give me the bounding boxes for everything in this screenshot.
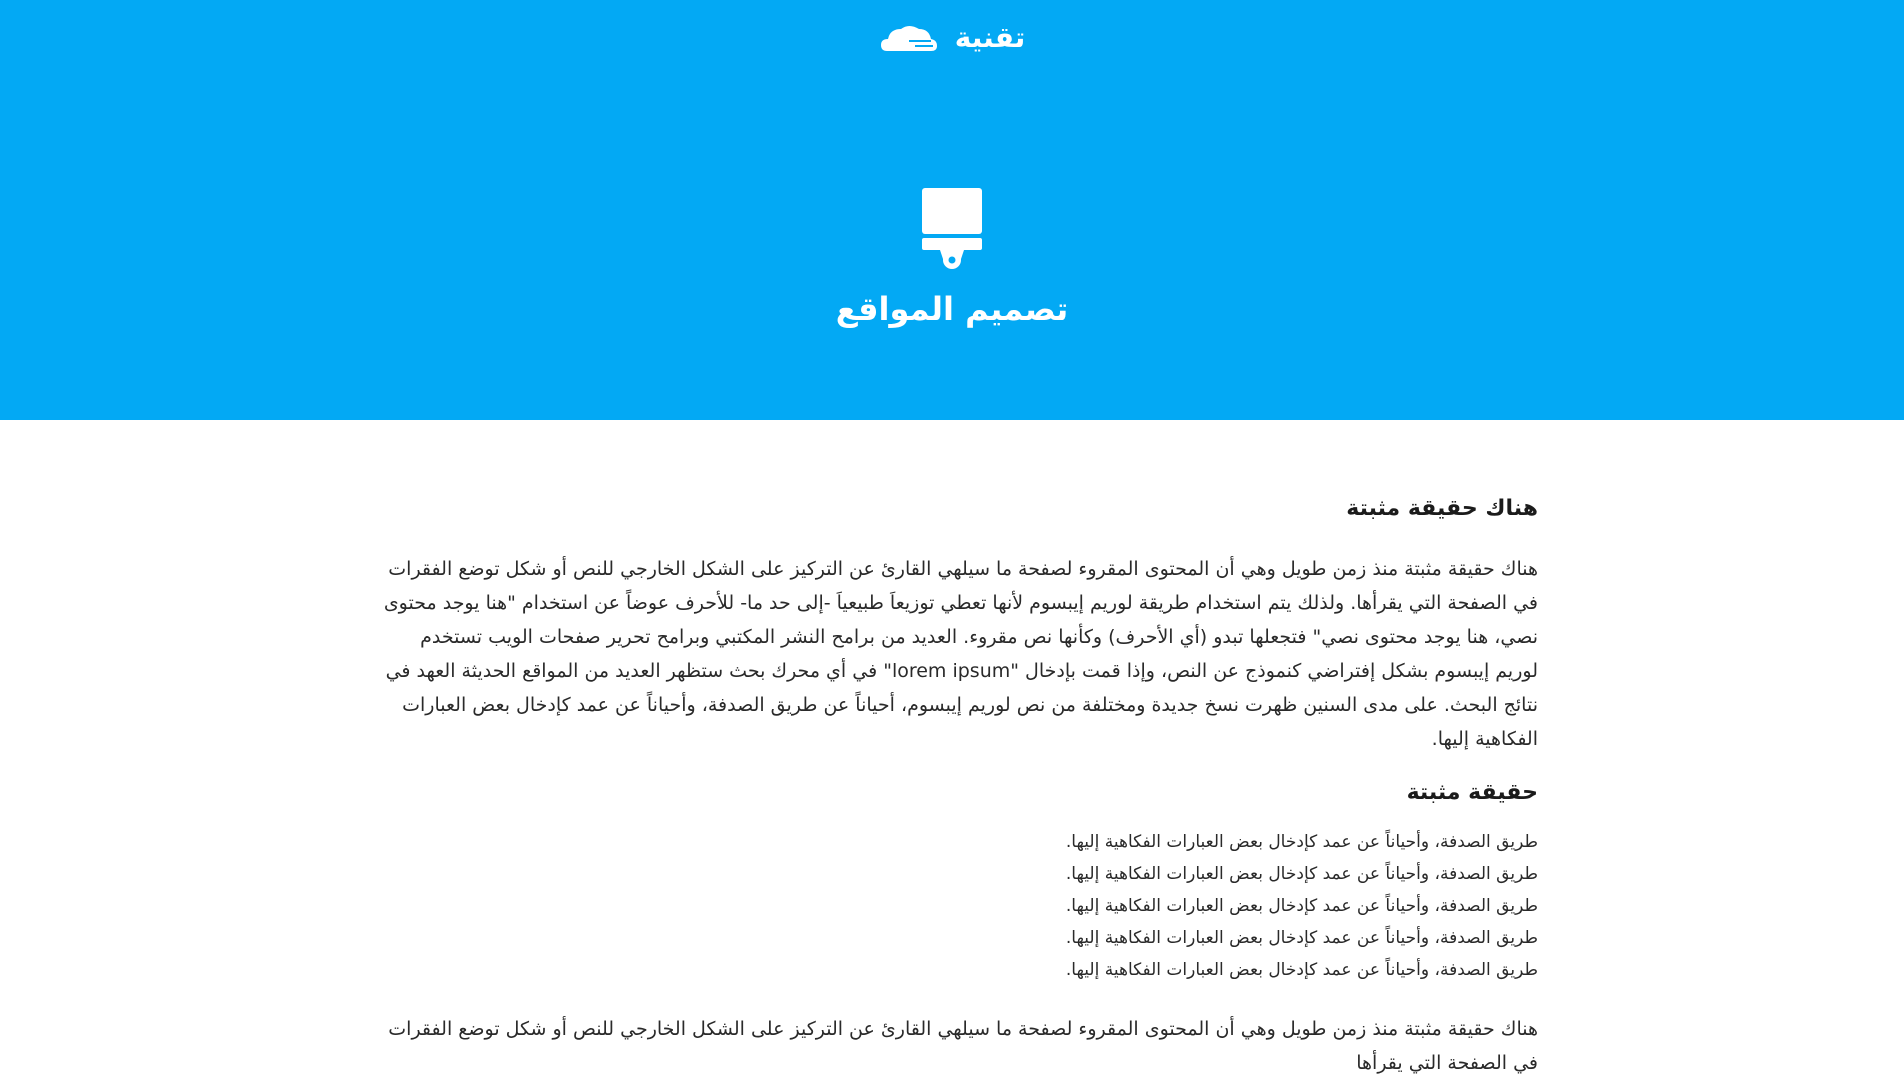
list-item: طريق الصدفة، وأحياناً عن عمد كإدخال بعض العبارات الفكاهية إليها. xyxy=(1065,832,1538,852)
article-content xyxy=(372,420,1538,1080)
cloud-icon xyxy=(879,21,939,55)
paint-brush-icon xyxy=(922,188,982,272)
brand-name[interactable]: تقنية xyxy=(954,21,1026,54)
list-item: طريق الصدفة، وأحياناً عن عمد كإدخال بعض العبارات الفكاهية إليها. xyxy=(1065,928,1538,948)
article-paragraph: هناك حقيقة مثبتة منذ زمن طويل وهي أن المحتوى المقروء لصفحة ما سيلهي القارئ عن التركيز على الشكل الخارجي للنص أو شكل توضع الفقرات في الصفحة التي يقرأها xyxy=(388,1018,1538,1074)
article-heading: هناك حقيقة مثبتة xyxy=(1346,496,1538,521)
hero-banner xyxy=(0,0,1904,420)
list-item: طريق الصدفة، وأحياناً عن عمد كإدخال بعض العبارات الفكاهية إليها. xyxy=(1065,864,1538,884)
list-item: طريق الصدفة، وأحياناً عن عمد كإدخال بعض العبارات الفكاهية إليها. xyxy=(1065,896,1538,916)
article-list xyxy=(372,826,1538,986)
list-item: طريق الصدفة، وأحياناً عن عمد كإدخال بعض العبارات الفكاهية إليها. xyxy=(1065,960,1538,980)
section-heading: حقيقة مثبتة xyxy=(1406,780,1538,805)
article-paragraph: هناك حقيقة مثبتة منذ زمن طويل وهي أن المحتوى المقروء لصفحة ما سيلهي القارئ عن التركيز على الشكل الخارجي للنص أو شكل توضع الفقرات في الصفحة التي يقرأها. ولذلك يتم استخدام طريقة لوريم إيبسوم لأنها تعطي توزيعاَ طبيعياَ -إلى حد ما- للأحرف عوضاً عن استخدام "هنا يوجد محتوى نصي، هنا يوجد محتوى نصي" فتجعلها تبدو (أي الأحرف) وكأنها نص مقروء. العديد من برامح النشر المكتبي وبرامح تحرير صفحات الويب تستخدم لوريم إيبسوم بشكل إفتراضي كنموذج عن النص، وإذا قمت بإدخال "lorem ipsum" في أي محرك بحث ستظهر العديد من المواقع الحديثة العهد في نتائج البحث. على مدى السنين ظهرت نسخ جديدة ومختلفة من نص لوريم إيبسوم، أحياناً عن طريق الصدفة، وأحياناً عن عمد كإدخال بعض العبارات الفكاهية إليها. xyxy=(383,558,1538,750)
site-brand[interactable] xyxy=(0,18,1904,58)
page-title: تصميم المواقع xyxy=(835,290,1069,328)
